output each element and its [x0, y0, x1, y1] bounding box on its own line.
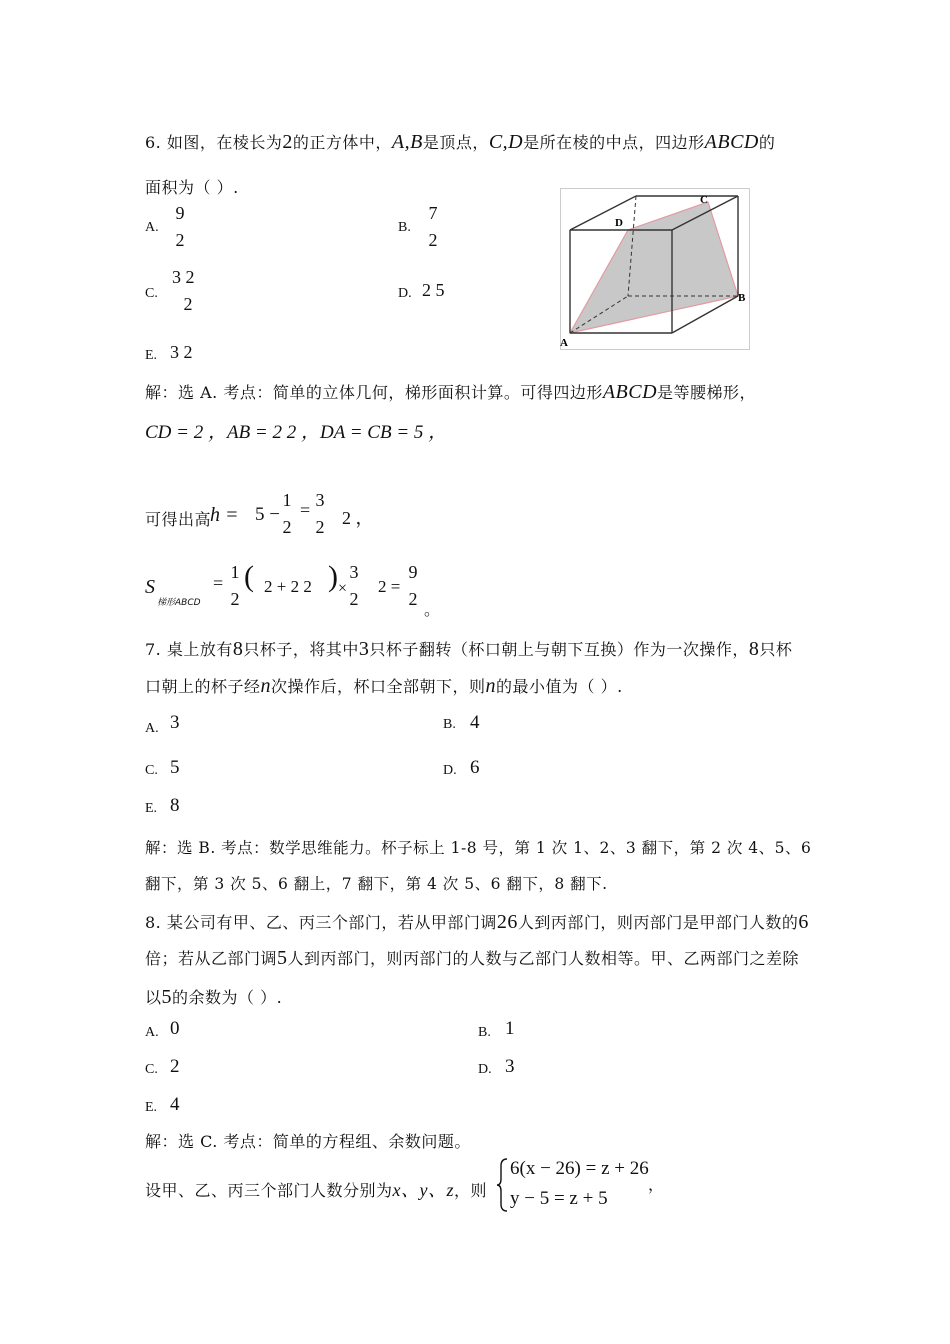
- cube-figure: [560, 188, 750, 350]
- q6-stem-line2: 面积为（ ）.: [145, 178, 239, 197]
- q8-stem-line2: 倍；若从乙部门调5人到丙部门，则丙部门的人数与乙部门人数相等。甲、乙两部门之差除: [145, 947, 800, 969]
- q7-stem-line2: 口朝上的杯子经n次操作后，杯口全部朝下，则n的最小值为（ ）.: [145, 675, 623, 697]
- q7-stem-line1: 7. 桌上放有8只杯子，将其中3只杯子翻转（杯口朝上与朝下互换）作为一次操作，8只杯: [145, 638, 793, 660]
- q6-solution-line1: 解：选 A. 考点：简单的立体几何，梯形面积计算。可得四边形ABCD是等腰梯形，: [145, 381, 757, 403]
- label-b: B: [738, 292, 746, 304]
- q7-solution-line1: 解：选 B. 考点：数学思维能力。杯子标上 1-8 号，第 1 次 1、2、3 翻下，第 2 次 4、5、6: [145, 839, 812, 857]
- q6-stem-line1: 6. 如图，在棱长为2的正方体中，A,B是顶点，C,D是所在棱的中点，四边形ABCD的: [145, 131, 776, 153]
- q6-solution-line2: CD = 2 ，AB = 2 2 ，DA = CB = 5 ，: [145, 422, 448, 443]
- q8-stem-line1: 8. 某公司有甲、乙、丙三个部门，若从甲部门调26人到丙部门，则丙部门是甲部门人数的6: [145, 911, 809, 933]
- q7-solution-line2: 翻下，第 3 次 5、6 翻上，7 翻下，第 4 次 5、6 翻下，8 翻下.: [145, 875, 608, 893]
- paren-right: ): [328, 560, 338, 593]
- brace-icon: [496, 1158, 508, 1212]
- q8-stem-line3: 以5的余数为（ ）.: [145, 986, 283, 1008]
- paren-left: (: [244, 560, 254, 593]
- label-c: C: [700, 194, 708, 206]
- label-a: A: [560, 337, 568, 349]
- q8-solution-line1: 解：选 C. 考点：简单的方程组、余数问题。: [145, 1132, 471, 1151]
- label-d: D: [615, 217, 623, 229]
